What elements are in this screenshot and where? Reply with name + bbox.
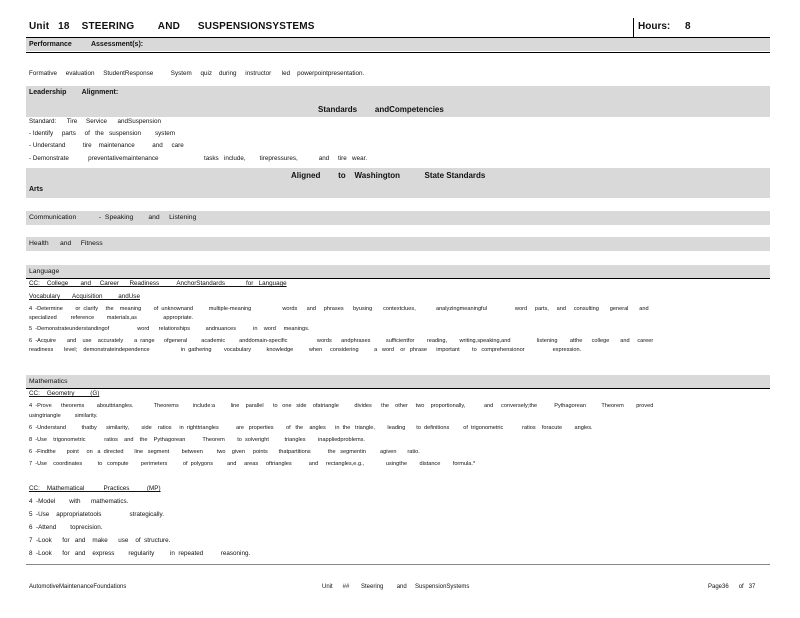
language-bar [26, 265, 770, 278]
math-line: 4 -Model with mathematics. [29, 498, 129, 505]
language-line: specialized reference materials,as appropriate. [29, 315, 194, 321]
standard-line: - Demonstrate preventativemaintenance tasks include, tirepressures, and tire wear. [29, 155, 368, 162]
math-line: 6 -Attend toprecision. [29, 524, 103, 531]
math-line: 5 -Use appropriatetools strategically. [29, 511, 164, 518]
language-line: 4 -Determine or clarify the meaning of unknownand multiple-meaning words and phrases byusing contextclues, analyzingmeaningful word parts, and consulting general and [29, 306, 649, 312]
language-line: readiness level; demonstrateindependence in gathering vocabulary knowledge when considering a word or phrase important to comprehensionor expression. [29, 347, 582, 353]
language-line: 5 -Demonstrateunderstandingof word relationships andnuances in word meanings. [29, 326, 310, 332]
mathematics-bar [26, 375, 770, 388]
standards-heading: Standards andCompetencies [318, 105, 444, 114]
header-divider [633, 18, 634, 37]
hours-label: Hours: [638, 21, 671, 32]
mathematics-label: Mathematics [29, 378, 68, 385]
math-line: 7 -Use coordinates to compute perimeters of polygons and areas oftriangles and rectangles,e.g., usingthe distance formula.* [29, 461, 476, 467]
performance-label: Performance Assessment(s): [29, 41, 144, 48]
math-line: CC: Mathematical Practices (MP) [29, 485, 161, 492]
footer-left: AutomotiveMaintenanceFoundations [29, 584, 127, 590]
standard-line: - Identify parts of the suspension system [29, 130, 175, 137]
language-label: Language [29, 268, 60, 275]
aligned-bar [26, 168, 770, 198]
aligned-heading: Aligned to Washington State Standards [291, 171, 486, 180]
footer-page-number: Page36 of 37 [708, 584, 756, 590]
divider [26, 388, 770, 389]
divider [26, 278, 770, 279]
math-line: usingtriangle similarity. [29, 413, 98, 419]
footer-center: Unit ## Steering and SuspensionSystems [322, 584, 470, 590]
performance-text: Formative evaluation StudentResponse System quiz during instructor led powerpointpresentation. [29, 70, 365, 77]
math-line: 8 -Look for and express regularity in repeated reasoning. [29, 550, 251, 557]
standard-line: Standard: Tire Service andSuspension [29, 118, 161, 125]
unit-title: Unit 18 STEERING AND SUSPENSIONSYSTEMS [29, 21, 315, 32]
leadership-bar [26, 86, 770, 117]
language-line: 6 -Acquire and use accurately a range ofgeneral academic anddomain-specific words andphrases sufficientfor reading, writing,speaking,and listening atthe college and career [29, 338, 654, 344]
health-bar [26, 237, 770, 251]
divider [26, 52, 770, 53]
language-line: Vocabulary Acquisition andUse [29, 293, 140, 300]
communication-label: Communication - Speaking and Listening [29, 214, 197, 221]
math-line: 4 -Prove theorems abouttriangles. Theorems include:a line parallel to one side ofatriangle divides the other two proportionally, and conversely;the Pythagorean Theorem proved [29, 403, 654, 409]
math-line: 6 -Findthe point on a directed line segment between two given points thatpartitions the segmentin agiven ratio. [29, 449, 420, 455]
standard-line: - Understand tire maintenance and care [29, 142, 184, 149]
math-line: 7 -Look for and make use of structure. [29, 537, 171, 544]
unit-header [26, 18, 770, 38]
language-line: CC: College and Career Readiness AnchorStandards for Language [29, 280, 287, 287]
health-label: Health and Fitness [29, 240, 103, 247]
math-line: CC: Geometry (G) [29, 390, 100, 397]
communication-bar [26, 211, 770, 225]
hours-value: 8 [685, 21, 691, 32]
math-line: 8 -Use trigonometric ratios and the Pythagorean Theorem to solveright triangles inappliedproblems. [29, 437, 365, 443]
leadership-label: Leadership Alignment: [29, 89, 119, 96]
arts-label: Arts [29, 186, 44, 193]
footer-divider [26, 564, 770, 565]
math-line: 6 -Understand thatby similarity, side ratios in righttriangles are properties of the angles in the triangle, leading to definitions of trigonometric ratios foracute angles. [29, 425, 593, 431]
performance-bar [26, 38, 770, 51]
